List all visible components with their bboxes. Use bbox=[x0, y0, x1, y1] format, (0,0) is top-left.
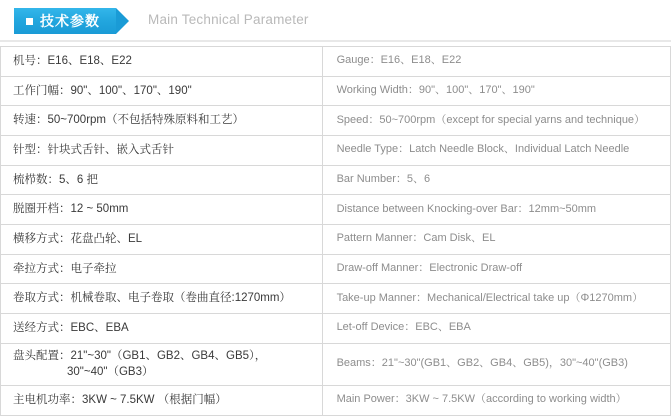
spec-label-cn: 牵拉方式：电子牵拉 bbox=[1, 254, 323, 284]
spec-label-en: Take-up Manner：Mechanical/Electrical take up（Φ1270mm） bbox=[322, 284, 670, 314]
page-subtitle: Main Technical Parameter bbox=[148, 12, 309, 27]
table-body bbox=[1, 47, 671, 416]
table-row bbox=[1, 47, 671, 77]
spec-label-en: Let-off Device：EBC、EBA bbox=[322, 314, 670, 344]
spec-label-cn: 送经方式：EBC、EBA bbox=[1, 314, 323, 344]
table-row bbox=[1, 386, 671, 416]
spec-label-cn: 主电机功率：3KW ~ 7.5KW （根据门幅） bbox=[1, 386, 323, 416]
spec-label-cn-line1: 盘头配置：21"~30"（GB1、GB2、GB4、GB5）， bbox=[13, 349, 267, 362]
specification-table bbox=[0, 46, 671, 416]
spec-label-en: Draw-off Manner：Electronic Draw-off bbox=[322, 254, 670, 284]
table-row bbox=[1, 76, 671, 106]
table-row bbox=[1, 106, 671, 136]
table-row bbox=[1, 343, 671, 385]
table-row bbox=[1, 254, 671, 284]
spec-label-en: Speed：50~700rpm（except for special yarns and technique） bbox=[322, 106, 670, 136]
spec-label-en: Bar Number：5、6 bbox=[322, 165, 670, 195]
spec-label-en: Gauge：E16、E18、E22 bbox=[322, 47, 670, 77]
page-title: 技术参数 bbox=[40, 13, 100, 29]
spec-label-cn: 梳栉数：5、6 把 bbox=[1, 165, 323, 195]
spec-label-cn-line2: 30"~40"（GB3） bbox=[67, 366, 154, 379]
spec-label-cn: 横移方式：花盘凸轮、EL bbox=[1, 225, 323, 255]
spec-label-en: Distance between Knocking-over Bar：12mm~50mm bbox=[322, 195, 670, 225]
table-row bbox=[1, 314, 671, 344]
spec-label-en: Needle Type：Latch Needle Block、Individual Latch Needle bbox=[322, 136, 670, 166]
page-title-badge bbox=[14, 8, 116, 34]
spec-label-cn: 卷取方式：机械卷取、电子卷取（卷曲直径:1270mm） bbox=[1, 284, 323, 314]
spec-label-en: Beams：21"~30"(GB1、GB2、GB4、GB5)，30"~40"(GB3) bbox=[322, 343, 670, 385]
spec-label-cn: 工作门幅：90"、100"、170"、190" bbox=[1, 76, 323, 106]
spec-label-en: Pattern Manner：Cam Disk、EL bbox=[322, 225, 670, 255]
spec-label-cn: 针型：针块式舌针、嵌入式舌针 bbox=[1, 136, 323, 166]
spec-label-cn bbox=[1, 343, 323, 385]
spec-label-en: Working Width：90"、100"、170"、190" bbox=[322, 76, 670, 106]
square-bullet-icon bbox=[26, 18, 33, 25]
table-row bbox=[1, 195, 671, 225]
table-row bbox=[1, 165, 671, 195]
table-row bbox=[1, 136, 671, 166]
header-divider bbox=[0, 40, 671, 42]
table-row bbox=[1, 284, 671, 314]
spec-label-cn: 脱圈开档：12 ~ 50mm bbox=[1, 195, 323, 225]
spec-label-cn: 转速：50~700rpm（不包括特殊原料和工艺） bbox=[1, 106, 323, 136]
spec-label-en: Main Power：3KW ~ 7.5KW（according to working width） bbox=[322, 386, 670, 416]
table-row bbox=[1, 225, 671, 255]
page-header bbox=[0, 0, 671, 42]
spec-label-cn: 机号：E16、E18、E22 bbox=[1, 47, 323, 77]
